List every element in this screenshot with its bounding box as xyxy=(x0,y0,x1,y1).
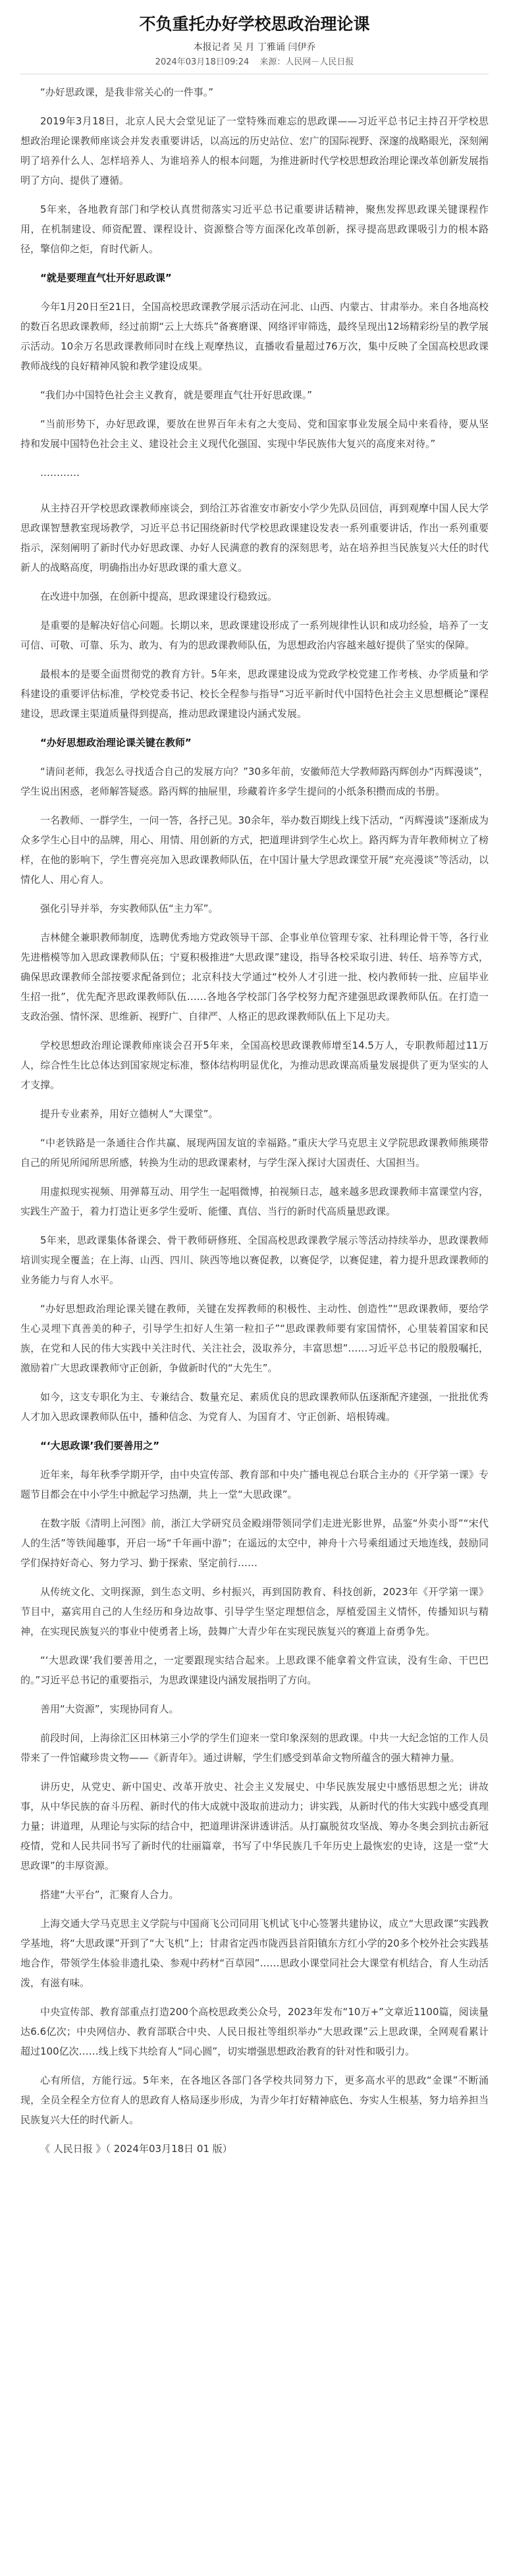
article-paragraph: 善用“大资源”，实现协同育人。 xyxy=(40,1703,179,1715)
article-paragraph: “‘大思政课’我们要善用之，一定要跟现实结合起来。上思政课不能拿着文件宣读，没有生命、干巴巴的。”习近平总书记的重要指示，为思政课建设内涵发展指明了方向。 xyxy=(20,1654,489,1686)
article-byline: 本报记者 吴 月 丁雅诵 闫伊乔 xyxy=(193,42,316,53)
article-paragraph: “我们办中国特色社会主义教育，就是要理直气壮开好思政课。” xyxy=(40,389,313,401)
article-paragraph: 最根本的是要全面贯彻党的教育方针。5年来，思政课建设成为党政学校党建工作考核、办学质量和学科建设的重要评估标准，学校党委书记、校长全程参与指导“习近平新时代中国特色社会主义思想概论”课程建设，思政课主渠道质量得到提高，推动思政课建设内涵式发展。 xyxy=(20,668,489,720)
article-paragraph: “请问老师，我怎么寻找适合自己的发展方向？”30多年前，安徽师范大学教师路丙辉创办“丙辉漫谈”，学生说出困惑，老师解答疑惑。路丙辉的抽屉里，珍藏着许多学生提问的小纸条积攒而成的书册。 xyxy=(20,766,489,797)
article-paragraph: “当前形势下，办好思政课，要放在世界百年未有之大变局、党和国家事业发展全局中来看待，要从坚持和发展中国特色社会主义、建设社会主义现代化强国、实现中华民族伟大复兴的高度来对待。” xyxy=(20,418,489,450)
section-subheading: “办好思想政治理论课关键在教师” xyxy=(40,737,192,749)
article-body xyxy=(20,82,489,2130)
article-paragraph: 心有所信，方能行远。5年来，在各地区各部门各学校共同努力下，更多高水平的思政“金课”不断涌现，全员全程全方位育人的思政育人格局逐步形成，为青少年打好精神底色、夯实人生根基，努力培养担当民族复兴大任的时代新人。 xyxy=(20,2074,489,2126)
article-paragraph: 上海交通大学马克思主义学院与中国商飞公司同用飞机试飞中心签署共建协议，成立“大思政课”实践教学基地，将“大思政课”开到了“大飞机”上；甘肃省定西市陇西县首阳镇东方红小学的20多个校外社会实践基地合作，带领学生体验非遗扎染、参观中药材“百草园”……思政小课堂同社会大课堂有机结合，育人生动活泼，有滋有味。 xyxy=(20,1918,489,1989)
article-paragraph: 学校思想政治理论课教师座谈会召开5年来，全国高校思政课教师增至14.5万人，专职教师超过11万人，综合性生比总体达到国家规定标准，整体结构明显优化，为推动思政课高质量发展提供了更为坚实的人才支撑。 xyxy=(20,1039,489,1091)
article-paragraph: 在数字版《清明上河图》前，浙江大学研究员金殿翊带领同学们走进光影世界，品鉴“外卖小哥”“宋代人的生活”等铁闻趣事，开启一场“千年画中游”；在遥远的太空中，神舟十六号乘组通过天地连线，鼓励同学们保持好奇心、努力学习、勤于探索、坚定前行…… xyxy=(20,1517,489,1569)
article-paragraph: 从传统文化、文明探源，到生态文明、乡村振兴，再到国防教育、科技创新，2023年《开学第一课》节目中，嘉宾用自己的人生经历和身边故事、引导学生坚定理想信念，厚植爱国主义情怀，传播知识与精神，在实现民族复兴的事业中使勇者上场，鼓舞广大青少年在实现民族复兴的赛道上奋勇争先。 xyxy=(20,1586,489,1637)
article-paragraph: “办好思想政治理论课关键在教师，关键在发挥教师的积极性、主动性、创造性”“思政课教师，要给学生心灵埋下真善美的种子，引导学生扣好人生第一粒扣子”“思政课教师要有家国情怀，心里装着国家和民族，在党和人民的伟大实践中关注时代、关注社会，汲取养分，丰富思想”……习近平总书记的殷殷嘱托，激励着广大思政课教师守正创新，争做新时代的“大先生”。 xyxy=(20,1303,489,1374)
article-paragraph: 是重要的是解决好信心问题。长期以来，思政课建设形成了一系列规律性认识和成功经验，培养了一支可信、可敬、可靠、乐为、敢为、有为的思政课教师队伍，为思想政治内容越来越好提供了坚实的保障。 xyxy=(20,619,489,651)
article-paragraph: 一名教师、一群学生，一问一答，各抒己见。30余年，举办数百期线上线下活动，“丙辉漫谈”逐渐成为众多学生心目中的品牌，用心、用情、用创新的方式，把道理讲到学生心坎上。路丙辉为青年教师树立了榜样，在他的影响下，学生曹亮亮加入思政课教师队伍，在中国计量大学思政课堂开展“充亮漫谈”等活动，以情化人、用心育人。 xyxy=(20,814,489,885)
article-paragraph: 强化引导并举，夯实教师队伍“主力军”。 xyxy=(40,903,219,914)
article-paragraph: 搭建“大平台”，汇聚育人合力。 xyxy=(40,1889,179,1901)
article-paragraph: 提升专业素养，用好立德树人“大课堂”。 xyxy=(40,1108,219,1120)
article-paragraph: “办好思政课，是我非常关心的一件事。” xyxy=(40,86,214,98)
article-paragraph: 中央宣传部、教育部重点打造200个高校思政类公众号，2023年发布“10万+”文章近1100篇，阅读量达6.6亿次；中央网信办、教育部联合中央、人民日报社等组织举办“大思政课”云上思政课，全网观看累计超过100亿次……线上线下共绘育人“同心圆”，切实增强思想政治教育的针对性和吸引力。 xyxy=(20,2006,489,2057)
article-paragraph: 如今，这支专职化为主、专兼结合、数量充足、素质优良的思政课教师队伍逐渐配齐建强，一批批优秀人才加入思政课教师队伍中，播种信念、为党育人、为国育才、守正创新、培根铸魂。 xyxy=(20,1391,489,1423)
article-paragraph: 用虚拟现实视频、用弹幕互动、用学生一起唱微博，拍视频日志，越来越多思政课教师丰富课堂内容，实践生产盈于，着力打造让更多学生爱听、能懂、真信、当行的新时代高质量思政课。 xyxy=(20,1186,489,1217)
article-paragraph: 5年来，思政课集体备课会、骨干教师研修班、全国高校思政课教学展示等活动持续举办，思政课教师培训实现全覆盖；在上海、山西、四川、陕西等地以赛促教，以赛促学，以赛促建，着力提升思政课教师的业务能力与育人水平。 xyxy=(20,1234,489,1286)
section-subheading: “就是要理直气壮开好思政课” xyxy=(40,272,172,284)
article-paragraph: 2019年3月18日，北京人民大会堂见证了一堂特殊而难忘的思政课——习近平总书记主持召开学校思想政治理论课教师座谈会并发表重要讲话，以高远的历史站位、宏广的国际视野、深邃的战略眼光，深刻阐明了培养什么人、怎样培养人、为谁培养人的根本问题，为推进新时代学校思想政治理论课改革创新发展指明了方向、提供了遵循。 xyxy=(20,115,489,186)
section-subheading: “‘大思政课’我们要善用之” xyxy=(40,1440,160,1452)
article-paragraph: “中老铁路是一条通往合作共赢、展现两国友谊的幸福路。”重庆大学马克思主义学院思政课教师熊瑛带自己的所见所闻所思所感，转换为生动的思政课素材，与学生深入探讨大国责任、大国担当。 xyxy=(20,1137,489,1169)
article-paragraph: 吉林健全兼职教师制度，选聘优秀地方党政领导干部、企事业单位管理专家、社科理论骨干等，各行业先进楷模等加入思政课教师队伍；宁夏积极推进“大思政课”建设，指导各校采取引进、转任、培养等方式，确保思政课教师全部按要求配备到位；北京科技大学通过“校外人才引进一批、校内教师转一批、应届毕业生招一批”，优先配齐思政课教师队伍……各地各学校部门各学校努力配齐建强思政课教师队伍。在打造一支政治强、情怀深、思维新、视野广、自律严、人格正的思政课教师队伍上下足功夫。 xyxy=(20,932,489,1022)
article-paragraph: 讲历史，从党史、新中国史、改革开放史、社会主义发展史、中华民族发展史中感悟思想之光；讲故事，从中华民族的奋斗历程、新时代的伟大成就中汲取前进动力；讲实践，从新时代的伟大实践中感受真理力量；讲道理，从理论与实际的结合中，把道理讲深讲透讲活。从打赢脱贫攻坚战、筹办冬奥会到抗击新冠疫情，党和人民共同书写了新时代的壮丽篇章，书写了中华民族几千年历史上最恢宏的史诗，这是一堂“大思政课”的丰厚资源。 xyxy=(20,1781,489,1872)
article-paragraph: 近年来，每年秋季学期开学，由中央宣传部、教育部和中央广播电视总台联合主办的《开学第一课》专题节目都会在中小学生中掀起学习热潮，共上一堂“大思政课”。 xyxy=(20,1469,489,1500)
article-paragraph: 从主持召开学校思政课教师座谈会，到给江苏省淮安市新安小学少先队员回信，再到观摩中国人民大学思政课智慧教室现场教学，习近平总书记围绕新时代学校思政课建设发表一系列重要讲话，作出一系列重要指示，深刻阐明了新时代办好思政课、办好人民满意的教育的深刻思考，站在培养担当民族复兴大任的时代新人的战略高度，明确指出办好思政课的重大意义。 xyxy=(20,502,489,573)
ellipsis-separator: ………… xyxy=(40,467,80,479)
article-title: 不负重托办好学校思政治理论课 xyxy=(139,14,370,34)
article-paragraph: 5年来，各地教育部门和学校认真贯彻落实习近平总书记重要讲话精神，聚焦发挥思政课关键课程作用，在机制建设、师资配置、课程设计、资源整合等方面深化改革创新，探寻提高思政课吸引力的根本路径，擎信仰之炬，育时代新人。 xyxy=(20,203,489,255)
article-source[interactable]: 来源：人民网－人民日报 xyxy=(259,57,354,67)
publish-date: 2024年03月18日09:24 xyxy=(155,57,250,67)
article-footer: 《 人民日报 》（ 2024年03月18日 01 版） xyxy=(40,2143,232,2155)
article-paragraph: 今年1月20日至21日，全国高校思政课教学展示活动在河北、山西、内蒙古、甘肃举办。来自各地高校的数百名思政课教师，经过前期“云上大练兵”备赛磨课、网络评审筛选，最终呈现出12场精彩纷呈的教学展示活动。10余万名思政课教师同时在线上观摩热议，直播收看量超过76万次，集中反映了全国高校思政课教师战线的良好精神风貌和教学建设成果。 xyxy=(20,301,489,372)
article-paragraph: 前段时间，上海徐汇区田林第三小学的学生们迎来一堂印象深刻的思政课。中共一大纪念馆的工作人员带来了一件馆藏珍贵文物——《新青年》。通过讲解，学生们感受到革命文物所蕴含的强大精神力量。 xyxy=(20,1732,489,1764)
article-paragraph: 在改进中加强，在创新中提高，思政课建设行稳致远。 xyxy=(40,591,278,602)
article-meta xyxy=(20,55,489,70)
